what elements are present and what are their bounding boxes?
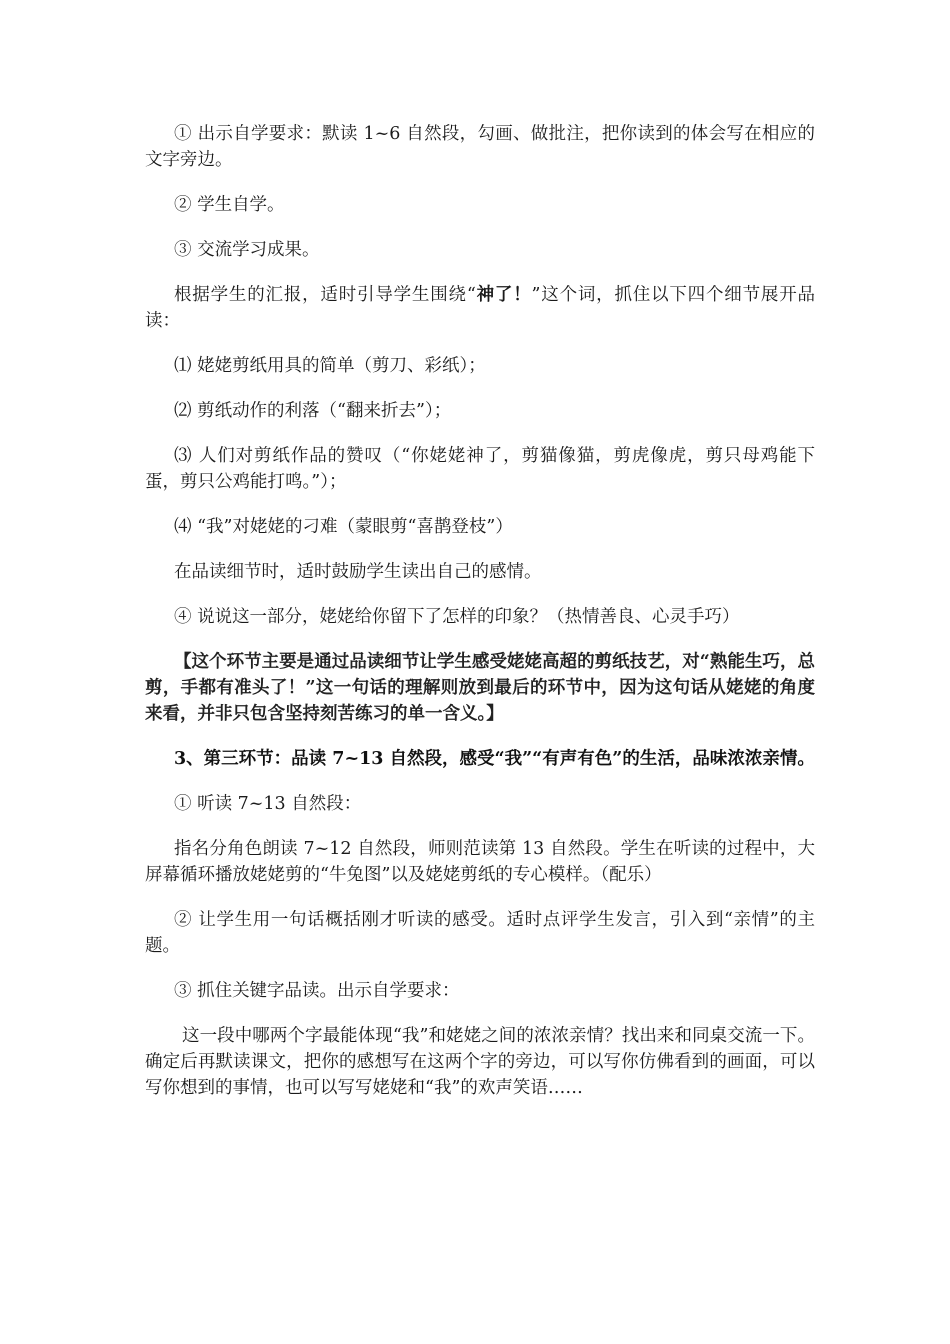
paragraph-encourage-emotion: 在品读细节时，适时鼓励学生读出自己的感情。 [174,562,542,582]
paragraph-detail-3: ⑶ 人们对剪纸作品的赞叹（“你姥姥神了，剪猫像猫，剪虎像虎，剪只母鸡能下蛋，剪只公鸡能打鸣。”）； [145,446,815,492]
guide-text-after: ”这个词，抓住以下四个细节展开品读： [145,285,816,331]
paragraph-impression-question: ④ 说说这一部分，姥姥给你留下了怎样的印象？（热情善良、心灵手巧） [174,607,740,627]
document-body [145,121,815,1120]
guide-text-before: 根据学生的汇报，适时引导学生围绕“ [174,285,476,305]
paragraph-exercise-prompt: 这一段中哪两个字最能体现“我”和姥姥之间的浓浓亲情？找出来和同桌交流一下。确定后再默读课文，把你的感想写在这两个字的旁边，可以写你仿佛看到的画面，可以写你想到的事情，也可以写写姥姥和“我”的欢声笑语…… [145,1026,815,1098]
paragraph-detail-4: ⑷ “我”对姥姥的刁难（蒙眼剪“喜鹊登枝”） [174,517,513,537]
paragraph-key-words: ③ 抓住关键字品读。出示自学要求： [174,981,460,1001]
keyword-shen-le: 神了！ [475,285,532,305]
paragraph-share-results: ③ 交流学习成果。 [174,240,320,260]
paragraph-detail-2: ⑵ 剪纸动作的利落（“翻来折去”）； [174,401,452,421]
paragraph-student-self-study: ② 学生自学。 [174,195,285,215]
paragraph-listen-read: ① 听读 7~13 自然段： [174,794,362,814]
paragraph-summarize-feeling: ② 让学生用一句话概括刚才听读的感受。适时点评学生发言，引入到“亲情”的主题。 [145,910,815,956]
paragraph-detail-1: ⑴ 姥姥剪纸用具的简单（剪刀、彩纸）； [174,356,486,376]
paragraph-self-study-requirement: ① 出示自学要求：默读 1~6 自然段，勾画、做批注，把你读到的体会写在相应的文字旁边。 [145,124,815,170]
section-heading-third: 3、第三环节：品读 7~13 自然段，感受“我”“有声有色”的生活，品味浓浓亲情。 [174,749,815,769]
paragraph-guide-reading [145,282,815,334]
paragraph-role-reading: 指名分角色朗读 7~12 自然段，师则范读第 13 自然段。学生在听读的过程中，大屏幕循环播放姥姥剪的“牛兔图”以及姥姥剪纸的专心模样。（配乐） [145,839,815,885]
paragraph-teaching-note: 【这个环节主要是通过品读细节让学生感受姥姥高超的剪纸技艺，对“熟能生巧，总剪，手都有准头了！”这一句话的理解则放到最后的环节中，因为这句话从姥姥的角度来看，并非只包含坚持刻苦练习的单一含义。】 [145,652,815,724]
